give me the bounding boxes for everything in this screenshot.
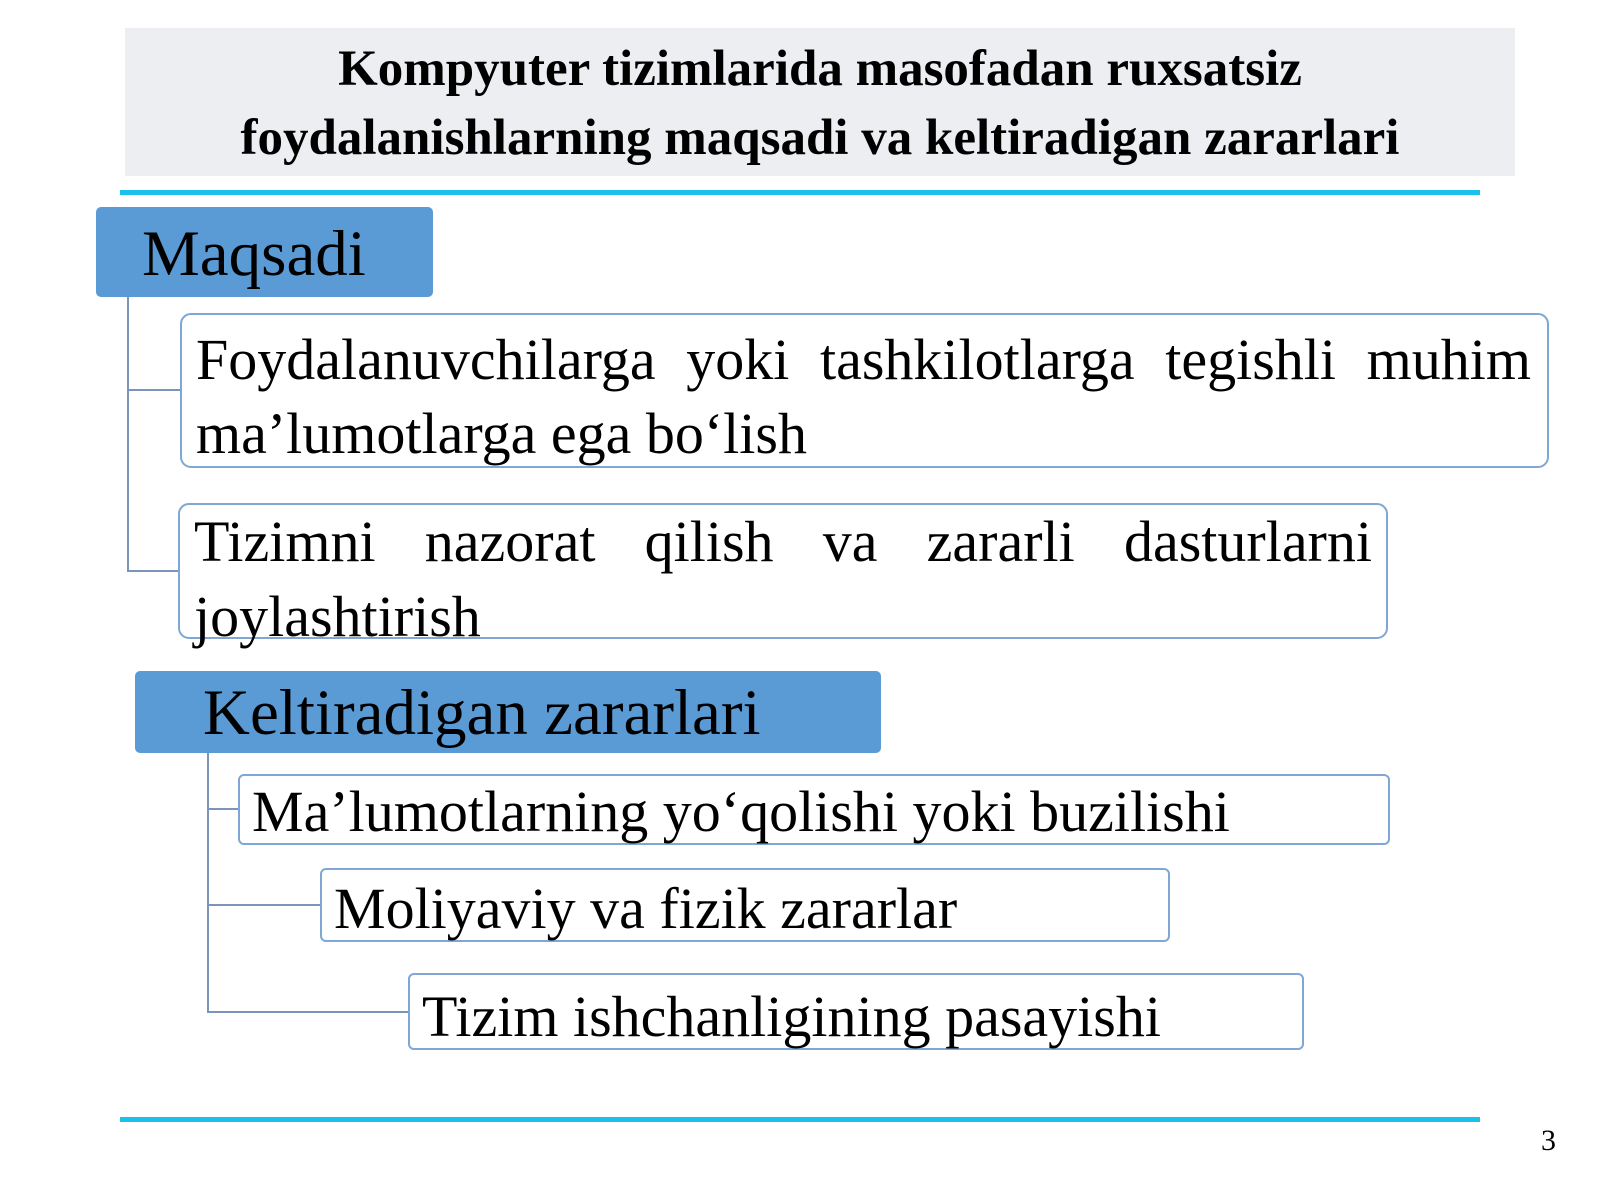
slide-title-box — [125, 28, 1515, 176]
bottom-accent-line — [120, 1117, 1480, 1122]
slide-title-line-1: Kompyuter tizimlarida masofadan ruxsatsiz — [338, 41, 1302, 97]
slide-title-line-2: foydalanishlarning maqsadi va keltiradigan zararlari — [240, 110, 1400, 166]
connector-zararlari-to-item-1 — [208, 753, 238, 809]
section-header-zararlari — [135, 671, 881, 753]
top-accent-line — [120, 190, 1480, 195]
zararlari-item-performance-decline — [408, 973, 1304, 1050]
maqsadi-item-information-access — [180, 313, 1549, 468]
page-number: 3 — [1541, 1124, 1556, 1157]
section-header-maqsadi-label: Maqsadi — [142, 217, 366, 290]
zararlari-item-3-text: Tizim ishchanligining pasayishi — [422, 984, 1161, 1049]
maqsadi-item-system-control — [178, 503, 1388, 649]
slide-title — [241, 31, 1400, 173]
zararlari-item-1-text: Ma’lumotlarning yo‘qolishi yoki buzilishi — [252, 779, 1230, 844]
zararlari-item-financial-damage — [320, 868, 1170, 942]
section-header-maqsadi — [96, 207, 433, 297]
zararlari-item-2-text: Moliyaviy va fizik zararlar — [334, 876, 958, 941]
zararlari-item-data-loss — [238, 774, 1390, 845]
connector-maqsadi-to-item-2 — [128, 390, 178, 571]
maqsadi-item-1-text: Foydalanuvchilarga yoki tashkilotlarga tegishli muhim ma’lumotlarga ega bo‘lish — [196, 327, 1531, 466]
section-header-zararlari-label: Keltiradigan zararlari — [203, 676, 761, 749]
connector-maqsadi-to-item-1 — [128, 297, 180, 390]
maqsadi-item-2-text: Tizimni nazorat qilish va zararli dasturlarni joylashtirish — [194, 509, 1372, 649]
